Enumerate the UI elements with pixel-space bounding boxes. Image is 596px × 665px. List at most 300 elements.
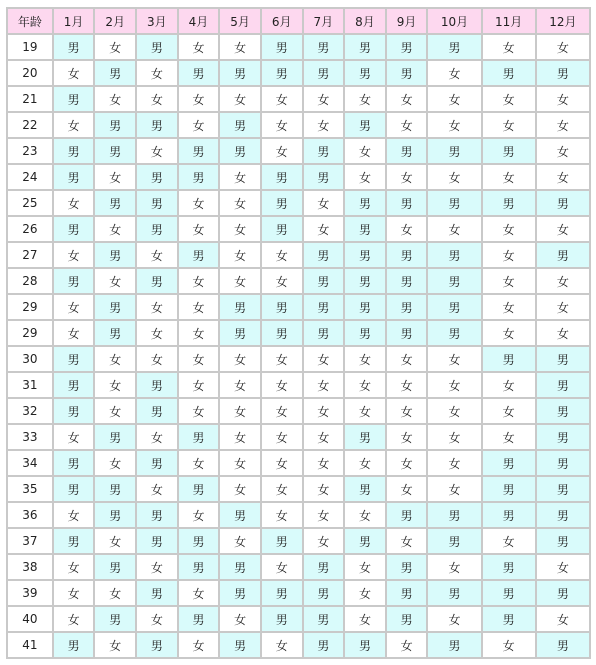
gender-cell: 女 bbox=[179, 113, 219, 137]
table-row bbox=[8, 373, 589, 397]
gender-cell: 男 bbox=[483, 451, 535, 475]
table-row bbox=[8, 35, 589, 59]
gender-cell: 男 bbox=[428, 581, 480, 605]
gender-cell: 女 bbox=[428, 87, 480, 111]
gender-cell: 女 bbox=[387, 347, 427, 371]
gender-cell: 女 bbox=[220, 607, 260, 631]
gender-cell: 女 bbox=[137, 347, 177, 371]
gender-cell: 男 bbox=[95, 555, 135, 579]
gender-cell: 女 bbox=[54, 321, 94, 345]
gender-cell: 男 bbox=[95, 607, 135, 631]
gender-cell: 女 bbox=[262, 425, 302, 449]
gender-cell: 男 bbox=[428, 35, 480, 59]
gender-cell: 女 bbox=[304, 191, 344, 215]
age-cell: 31 bbox=[8, 373, 52, 397]
table-row bbox=[8, 633, 589, 657]
gender-cell: 男 bbox=[137, 503, 177, 527]
gender-cell: 男 bbox=[95, 61, 135, 85]
gender-cell: 男 bbox=[483, 503, 535, 527]
gender-cell: 女 bbox=[483, 87, 535, 111]
gender-cell: 女 bbox=[179, 451, 219, 475]
gender-cell: 女 bbox=[220, 529, 260, 553]
age-cell: 36 bbox=[8, 503, 52, 527]
gender-cell: 女 bbox=[483, 217, 535, 241]
gender-cell: 男 bbox=[483, 347, 535, 371]
gender-cell: 男 bbox=[137, 35, 177, 59]
gender-cell: 女 bbox=[428, 217, 480, 241]
gender-cell: 男 bbox=[220, 581, 260, 605]
gender-cell: 男 bbox=[54, 529, 94, 553]
gender-cell: 女 bbox=[537, 321, 589, 345]
gender-cell: 女 bbox=[428, 113, 480, 137]
gender-cell: 女 bbox=[537, 555, 589, 579]
gender-cell: 女 bbox=[54, 607, 94, 631]
gender-cell: 女 bbox=[262, 347, 302, 371]
gender-cell: 女 bbox=[95, 217, 135, 241]
gender-cell: 女 bbox=[345, 373, 385, 397]
gender-cell: 女 bbox=[345, 165, 385, 189]
gender-cell: 男 bbox=[387, 295, 427, 319]
gender-cell: 女 bbox=[304, 451, 344, 475]
gender-cell: 女 bbox=[262, 243, 302, 267]
gender-cell: 男 bbox=[537, 347, 589, 371]
gender-cell: 女 bbox=[483, 633, 535, 657]
gender-cell: 男 bbox=[220, 61, 260, 85]
gender-cell: 男 bbox=[537, 503, 589, 527]
gender-cell: 男 bbox=[537, 581, 589, 605]
gender-cell: 女 bbox=[387, 165, 427, 189]
table-row bbox=[8, 321, 589, 345]
age-cell: 30 bbox=[8, 347, 52, 371]
gender-cell: 女 bbox=[262, 373, 302, 397]
gender-cell: 女 bbox=[483, 269, 535, 293]
table-row bbox=[8, 87, 589, 111]
gender-cell: 男 bbox=[537, 61, 589, 85]
gender-cell: 男 bbox=[387, 321, 427, 345]
gender-cell: 男 bbox=[54, 269, 94, 293]
gender-cell: 男 bbox=[54, 165, 94, 189]
gender-cell: 男 bbox=[179, 61, 219, 85]
gender-cell: 男 bbox=[95, 191, 135, 215]
gender-cell: 男 bbox=[95, 477, 135, 501]
gender-cell: 女 bbox=[537, 87, 589, 111]
gender-cell: 女 bbox=[95, 347, 135, 371]
gender-cell: 女 bbox=[387, 217, 427, 241]
gender-cell: 女 bbox=[179, 35, 219, 59]
gender-cell: 女 bbox=[220, 399, 260, 423]
gender-cell: 女 bbox=[304, 425, 344, 449]
gender-cell: 女 bbox=[220, 477, 260, 501]
gender-cell: 女 bbox=[428, 399, 480, 423]
gender-cell: 男 bbox=[54, 217, 94, 241]
table-row bbox=[8, 295, 589, 319]
gender-cell: 男 bbox=[304, 35, 344, 59]
gender-cell: 女 bbox=[428, 61, 480, 85]
age-cell: 22 bbox=[8, 113, 52, 137]
gender-cell: 女 bbox=[95, 451, 135, 475]
gender-cell: 男 bbox=[387, 191, 427, 215]
gender-cell: 男 bbox=[537, 191, 589, 215]
table-row bbox=[8, 503, 589, 527]
gender-cell: 女 bbox=[179, 399, 219, 423]
gender-cell: 男 bbox=[137, 113, 177, 137]
gender-cell: 女 bbox=[95, 399, 135, 423]
gender-cell: 女 bbox=[220, 165, 260, 189]
gender-cell: 女 bbox=[220, 451, 260, 475]
gender-cell: 男 bbox=[137, 165, 177, 189]
gender-cell: 男 bbox=[304, 581, 344, 605]
age-cell: 32 bbox=[8, 399, 52, 423]
gender-cell: 女 bbox=[387, 399, 427, 423]
table-row bbox=[8, 529, 589, 553]
gender-cell: 男 bbox=[54, 347, 94, 371]
gender-cell: 男 bbox=[137, 217, 177, 241]
gender-cell: 女 bbox=[179, 217, 219, 241]
header-month: 3月 bbox=[137, 9, 177, 33]
gender-cell: 男 bbox=[137, 633, 177, 657]
gender-cell: 男 bbox=[345, 217, 385, 241]
gender-cell: 女 bbox=[345, 503, 385, 527]
gender-cell: 女 bbox=[179, 581, 219, 605]
gender-cell: 女 bbox=[95, 35, 135, 59]
gender-cell: 男 bbox=[387, 243, 427, 267]
gender-cell: 女 bbox=[95, 87, 135, 111]
gender-cell: 男 bbox=[345, 477, 385, 501]
age-cell: 23 bbox=[8, 139, 52, 163]
gender-cell: 男 bbox=[345, 191, 385, 215]
table-row bbox=[8, 425, 589, 449]
gender-cell: 男 bbox=[262, 35, 302, 59]
table-row bbox=[8, 555, 589, 579]
gender-cell: 女 bbox=[220, 217, 260, 241]
gender-cell: 女 bbox=[537, 295, 589, 319]
gender-cell: 男 bbox=[537, 477, 589, 501]
gender-cell: 男 bbox=[345, 113, 385, 137]
gender-cell: 男 bbox=[220, 633, 260, 657]
gender-cell: 女 bbox=[220, 243, 260, 267]
gender-cell: 女 bbox=[483, 165, 535, 189]
gender-cell: 女 bbox=[428, 347, 480, 371]
gender-cell: 男 bbox=[537, 451, 589, 475]
gender-table bbox=[6, 7, 591, 659]
gender-cell: 女 bbox=[387, 529, 427, 553]
gender-cell: 男 bbox=[54, 477, 94, 501]
gender-cell: 女 bbox=[54, 243, 94, 267]
gender-cell: 男 bbox=[304, 165, 344, 189]
table-row bbox=[8, 347, 589, 371]
gender-cell: 男 bbox=[304, 243, 344, 267]
gender-cell: 男 bbox=[428, 503, 480, 527]
age-cell: 34 bbox=[8, 451, 52, 475]
gender-cell: 女 bbox=[428, 451, 480, 475]
gender-cell: 女 bbox=[95, 165, 135, 189]
gender-cell: 男 bbox=[95, 321, 135, 345]
gender-cell: 男 bbox=[428, 243, 480, 267]
gender-cell: 女 bbox=[345, 555, 385, 579]
gender-cell: 男 bbox=[262, 321, 302, 345]
gender-cell: 女 bbox=[483, 35, 535, 59]
gender-cell: 男 bbox=[345, 269, 385, 293]
age-cell: 39 bbox=[8, 581, 52, 605]
gender-cell: 男 bbox=[537, 243, 589, 267]
gender-cell: 女 bbox=[262, 451, 302, 475]
age-cell: 29 bbox=[8, 321, 52, 345]
gender-cell: 男 bbox=[304, 61, 344, 85]
gender-cell: 男 bbox=[483, 555, 535, 579]
age-cell: 21 bbox=[8, 87, 52, 111]
gender-cell: 女 bbox=[304, 113, 344, 137]
gender-cell: 女 bbox=[483, 243, 535, 267]
gender-cell: 男 bbox=[137, 269, 177, 293]
gender-cell: 男 bbox=[54, 139, 94, 163]
gender-cell: 男 bbox=[220, 555, 260, 579]
age-cell: 19 bbox=[8, 35, 52, 59]
gender-cell: 女 bbox=[345, 399, 385, 423]
gender-cell: 男 bbox=[345, 35, 385, 59]
gender-cell: 男 bbox=[179, 425, 219, 449]
gender-cell: 女 bbox=[137, 607, 177, 631]
gender-cell: 男 bbox=[428, 633, 480, 657]
header-month: 9月 bbox=[387, 9, 427, 33]
gender-cell: 女 bbox=[304, 87, 344, 111]
gender-cell: 男 bbox=[95, 425, 135, 449]
gender-cell: 女 bbox=[179, 321, 219, 345]
gender-cell: 女 bbox=[179, 295, 219, 319]
gender-cell: 男 bbox=[387, 503, 427, 527]
gender-cell: 女 bbox=[179, 633, 219, 657]
gender-cell: 女 bbox=[428, 555, 480, 579]
gender-cell: 女 bbox=[304, 477, 344, 501]
gender-cell: 女 bbox=[137, 87, 177, 111]
gender-cell: 男 bbox=[483, 607, 535, 631]
gender-cell: 男 bbox=[304, 139, 344, 163]
gender-cell: 男 bbox=[483, 191, 535, 215]
gender-cell: 女 bbox=[537, 607, 589, 631]
gender-cell: 男 bbox=[428, 269, 480, 293]
gender-cell: 男 bbox=[304, 633, 344, 657]
header-month: 5月 bbox=[220, 9, 260, 33]
gender-cell: 男 bbox=[304, 269, 344, 293]
gender-cell: 男 bbox=[483, 61, 535, 85]
table-row bbox=[8, 399, 589, 423]
gender-cell: 女 bbox=[54, 113, 94, 137]
age-cell: 25 bbox=[8, 191, 52, 215]
gender-cell: 女 bbox=[345, 581, 385, 605]
gender-cell: 女 bbox=[179, 191, 219, 215]
gender-cell: 男 bbox=[262, 581, 302, 605]
gender-cell: 男 bbox=[54, 633, 94, 657]
age-cell: 24 bbox=[8, 165, 52, 189]
age-cell: 41 bbox=[8, 633, 52, 657]
gender-cell: 男 bbox=[262, 607, 302, 631]
gender-cell: 男 bbox=[137, 529, 177, 553]
gender-cell: 男 bbox=[387, 61, 427, 85]
gender-cell: 女 bbox=[304, 399, 344, 423]
gender-cell: 男 bbox=[95, 113, 135, 137]
gender-cell: 女 bbox=[54, 555, 94, 579]
gender-cell: 女 bbox=[262, 477, 302, 501]
gender-cell: 女 bbox=[345, 139, 385, 163]
gender-cell: 男 bbox=[428, 191, 480, 215]
gender-cell: 女 bbox=[304, 503, 344, 527]
gender-cell: 男 bbox=[179, 165, 219, 189]
gender-cell: 女 bbox=[262, 503, 302, 527]
header-month: 6月 bbox=[262, 9, 302, 33]
gender-cell: 男 bbox=[220, 295, 260, 319]
gender-cell: 女 bbox=[179, 347, 219, 371]
gender-cell: 女 bbox=[54, 581, 94, 605]
gender-cell: 男 bbox=[428, 295, 480, 319]
gender-cell: 女 bbox=[262, 87, 302, 111]
header-row bbox=[8, 9, 589, 33]
gender-cell: 女 bbox=[262, 139, 302, 163]
age-cell: 35 bbox=[8, 477, 52, 501]
gender-cell: 女 bbox=[95, 529, 135, 553]
age-cell: 37 bbox=[8, 529, 52, 553]
gender-cell: 男 bbox=[304, 607, 344, 631]
gender-cell: 女 bbox=[387, 633, 427, 657]
gender-cell: 男 bbox=[137, 373, 177, 397]
gender-cell: 女 bbox=[483, 425, 535, 449]
gender-cell: 男 bbox=[387, 139, 427, 163]
header-month: 1月 bbox=[54, 9, 94, 33]
gender-cell: 女 bbox=[345, 347, 385, 371]
gender-cell: 男 bbox=[262, 295, 302, 319]
table-row bbox=[8, 607, 589, 631]
gender-cell: 女 bbox=[137, 295, 177, 319]
gender-cell: 男 bbox=[345, 243, 385, 267]
gender-cell: 女 bbox=[262, 633, 302, 657]
gender-cell: 女 bbox=[220, 373, 260, 397]
table-body bbox=[8, 35, 589, 657]
gender-cell: 女 bbox=[387, 87, 427, 111]
gender-cell: 男 bbox=[304, 321, 344, 345]
gender-cell: 男 bbox=[483, 477, 535, 501]
gender-cell: 女 bbox=[537, 165, 589, 189]
table-row bbox=[8, 165, 589, 189]
table-row bbox=[8, 581, 589, 605]
gender-cell: 女 bbox=[304, 373, 344, 397]
gender-cell: 男 bbox=[54, 87, 94, 111]
gender-cell: 男 bbox=[54, 399, 94, 423]
gender-cell: 女 bbox=[304, 347, 344, 371]
table-row bbox=[8, 477, 589, 501]
gender-cell: 男 bbox=[345, 529, 385, 553]
gender-cell: 男 bbox=[537, 425, 589, 449]
gender-cell: 男 bbox=[483, 139, 535, 163]
gender-cell: 女 bbox=[137, 139, 177, 163]
gender-cell: 男 bbox=[95, 295, 135, 319]
header-month: 7月 bbox=[304, 9, 344, 33]
age-cell: 40 bbox=[8, 607, 52, 631]
gender-cell: 男 bbox=[262, 191, 302, 215]
header-month: 12月 bbox=[537, 9, 589, 33]
table-row bbox=[8, 217, 589, 241]
gender-cell: 女 bbox=[387, 477, 427, 501]
gender-cell: 女 bbox=[54, 425, 94, 449]
gender-cell: 女 bbox=[537, 113, 589, 137]
age-cell: 33 bbox=[8, 425, 52, 449]
header-month: 10月 bbox=[428, 9, 480, 33]
gender-cell: 女 bbox=[220, 87, 260, 111]
gender-cell: 女 bbox=[428, 477, 480, 501]
gender-cell: 女 bbox=[137, 321, 177, 345]
gender-cell: 男 bbox=[54, 373, 94, 397]
gender-cell: 男 bbox=[54, 451, 94, 475]
gender-cell: 女 bbox=[262, 555, 302, 579]
gender-cell: 女 bbox=[220, 35, 260, 59]
gender-cell: 男 bbox=[304, 295, 344, 319]
gender-cell: 女 bbox=[304, 529, 344, 553]
gender-cell: 女 bbox=[179, 87, 219, 111]
gender-cell: 男 bbox=[179, 555, 219, 579]
table-row bbox=[8, 113, 589, 137]
gender-cell: 男 bbox=[387, 269, 427, 293]
table-row bbox=[8, 191, 589, 215]
gender-cell: 女 bbox=[345, 87, 385, 111]
gender-cell: 男 bbox=[95, 243, 135, 267]
gender-cell: 女 bbox=[428, 373, 480, 397]
gender-cell: 女 bbox=[537, 217, 589, 241]
gender-cell: 男 bbox=[179, 243, 219, 267]
gender-cell: 女 bbox=[95, 633, 135, 657]
age-cell: 27 bbox=[8, 243, 52, 267]
gender-cell: 女 bbox=[137, 61, 177, 85]
table-row bbox=[8, 451, 589, 475]
gender-cell: 男 bbox=[537, 373, 589, 397]
gender-cell: 男 bbox=[345, 425, 385, 449]
gender-cell: 女 bbox=[345, 451, 385, 475]
gender-cell: 男 bbox=[137, 581, 177, 605]
gender-cell: 女 bbox=[220, 425, 260, 449]
gender-cell: 女 bbox=[483, 399, 535, 423]
header-month: 11月 bbox=[483, 9, 535, 33]
gender-cell: 女 bbox=[262, 113, 302, 137]
gender-cell: 男 bbox=[483, 581, 535, 605]
gender-cell: 男 bbox=[428, 139, 480, 163]
gender-cell: 女 bbox=[262, 269, 302, 293]
gender-cell: 男 bbox=[179, 139, 219, 163]
gender-cell: 男 bbox=[345, 61, 385, 85]
gender-cell: 女 bbox=[220, 269, 260, 293]
table-row bbox=[8, 139, 589, 163]
gender-cell: 女 bbox=[54, 503, 94, 527]
gender-cell: 女 bbox=[220, 347, 260, 371]
gender-cell: 女 bbox=[387, 425, 427, 449]
gender-cell: 男 bbox=[137, 451, 177, 475]
gender-cell: 女 bbox=[95, 269, 135, 293]
gender-cell: 女 bbox=[483, 529, 535, 553]
gender-cell: 男 bbox=[54, 35, 94, 59]
gender-cell: 女 bbox=[54, 61, 94, 85]
gender-cell: 女 bbox=[483, 373, 535, 397]
gender-cell: 女 bbox=[179, 269, 219, 293]
gender-cell: 女 bbox=[537, 269, 589, 293]
gender-cell: 女 bbox=[137, 425, 177, 449]
gender-cell: 男 bbox=[537, 529, 589, 553]
gender-chart bbox=[6, 7, 591, 659]
gender-cell: 男 bbox=[428, 529, 480, 553]
gender-cell: 男 bbox=[179, 477, 219, 501]
gender-cell: 女 bbox=[428, 165, 480, 189]
gender-cell: 女 bbox=[483, 295, 535, 319]
gender-cell: 女 bbox=[137, 477, 177, 501]
gender-cell: 女 bbox=[483, 113, 535, 137]
gender-cell: 女 bbox=[387, 373, 427, 397]
gender-cell: 女 bbox=[387, 113, 427, 137]
header-month: 8月 bbox=[345, 9, 385, 33]
gender-cell: 女 bbox=[345, 607, 385, 631]
